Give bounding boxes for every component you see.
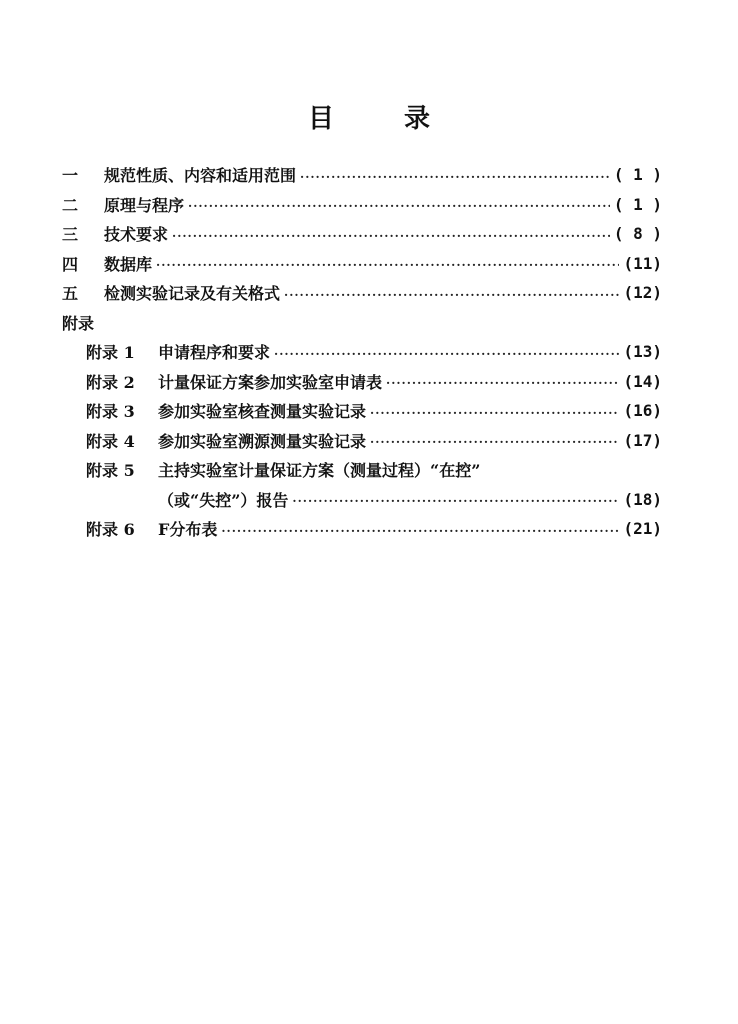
appendix-label: 申请程序和要求 — [158, 343, 271, 363]
toc-entry-number: 三 — [62, 225, 79, 245]
appendix-label: 主持实验室计量保证方案（测量过程）“在控” — [158, 461, 481, 481]
toc-entry[interactable] — [62, 219, 662, 249]
appendix-page: (18) — [623, 489, 662, 509]
appendix-number: 附录 3 — [86, 402, 135, 422]
toc-entry-page: ( 1 ) — [613, 165, 662, 185]
appendix-number: 附录 1 — [86, 343, 135, 363]
leader-dots — [221, 525, 619, 537]
appendix-entry[interactable] — [62, 514, 662, 544]
appendix-heading-row — [62, 308, 662, 338]
leader-dots — [172, 230, 610, 242]
appendix-entry[interactable] — [62, 367, 662, 397]
appendix-label: F分布表 — [158, 520, 218, 540]
appendix-entry[interactable] — [62, 337, 662, 367]
leader-dots — [274, 348, 619, 360]
toc-entry-page: (12) — [623, 283, 662, 303]
page-title — [0, 98, 738, 135]
toc-entry-number: 一 — [62, 166, 79, 186]
toc-entry-label: 技术要求 — [104, 225, 169, 245]
toc-entry[interactable] — [62, 190, 662, 220]
appendix-page: (21) — [623, 519, 662, 539]
appendix-entry[interactable] — [62, 455, 662, 485]
toc-entry-page: (11) — [623, 253, 662, 273]
appendix-entry-continuation[interactable] — [62, 485, 662, 515]
leader-dots — [370, 436, 619, 448]
appendix-page: (17) — [623, 430, 662, 450]
appendix-entry[interactable] — [62, 396, 662, 426]
appendix-label: 参加实验室核查测量实验记录 — [158, 402, 367, 422]
toc-entry[interactable] — [62, 160, 662, 190]
appendix-number: 附录 6 — [86, 520, 135, 540]
appendix-label: 参加实验室溯源测量实验记录 — [158, 431, 367, 451]
toc-entry-label: 原理与程序 — [104, 195, 185, 215]
toc-entry-label: 规范性质、内容和适用范围 — [104, 166, 297, 186]
appendix-page: (14) — [623, 371, 662, 391]
table-of-contents — [62, 160, 662, 544]
appendix-number: 附录 5 — [86, 461, 135, 481]
toc-entry[interactable] — [62, 278, 662, 308]
leader-dots — [370, 407, 619, 419]
title-char-2: 录 — [404, 104, 431, 134]
appendix-label: 计量保证方案参加实验室申请表 — [158, 372, 383, 392]
toc-entry-label: 检测实验记录及有关格式 — [104, 284, 281, 304]
toc-entry-page: ( 1 ) — [613, 194, 662, 214]
leader-dots — [292, 495, 619, 507]
appendix-label-continuation: （或“失控”）报告 — [158, 490, 289, 510]
toc-entry[interactable] — [62, 249, 662, 279]
toc-entry-number: 五 — [62, 284, 79, 304]
toc-entry-page: ( 8 ) — [613, 224, 662, 244]
title-char-1: 目 — [307, 104, 334, 134]
leader-dots — [284, 289, 619, 301]
leader-dots — [300, 171, 610, 183]
appendix-number: 附录 4 — [86, 431, 135, 451]
appendix-entry[interactable] — [62, 426, 662, 456]
appendix-number: 附录 2 — [86, 372, 135, 392]
appendix-heading: 附录 — [62, 313, 95, 333]
toc-entry-label: 数据库 — [104, 254, 153, 274]
leader-dots — [188, 200, 610, 212]
leader-dots — [156, 259, 619, 271]
appendix-page: (13) — [623, 342, 662, 362]
leader-dots — [386, 377, 619, 389]
toc-entry-number: 二 — [62, 195, 79, 215]
appendix-page: (16) — [623, 401, 662, 421]
toc-entry-number: 四 — [62, 254, 79, 274]
